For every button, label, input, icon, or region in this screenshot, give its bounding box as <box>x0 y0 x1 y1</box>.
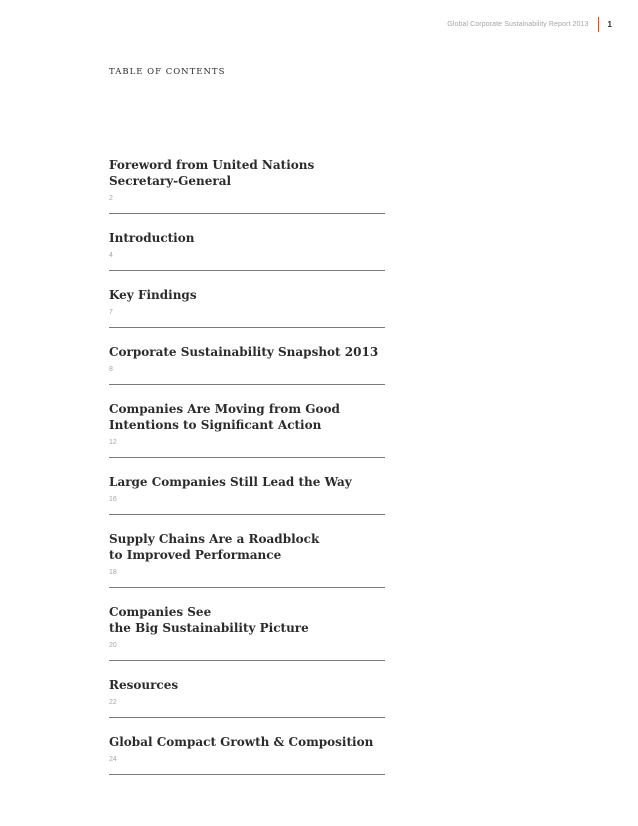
toc-entry-page: 22 <box>109 699 117 706</box>
toc-entry-foreword[interactable] <box>109 157 385 214</box>
toc-entry-title: Key Findings <box>109 288 197 302</box>
toc-entry-page: 7 <box>109 309 113 316</box>
toc-entry-snapshot[interactable] <box>109 344 385 385</box>
toc-entry-title: Resources <box>109 678 179 692</box>
toc-entry-page: 2 <box>109 195 113 202</box>
toc-entry-key-findings[interactable] <box>109 287 385 328</box>
toc-entry-title: Supply Chains Are a Roadblock to Improved Performance <box>109 532 320 562</box>
toc-entry-title: Introduction <box>109 231 195 245</box>
page-header <box>447 17 612 32</box>
toc-entry-page: 24 <box>109 756 117 763</box>
toc-entry-moving-to-action[interactable] <box>109 401 385 458</box>
toc-entry-title: Corporate Sustainability Snapshot 2013 <box>109 345 379 359</box>
toc-entry-page: 4 <box>109 252 113 259</box>
toc-entry-page: 20 <box>109 642 117 649</box>
page-number: 1 <box>607 20 612 29</box>
toc-entry-growth-composition[interactable] <box>109 734 385 775</box>
toc-entry-title: Global Compact Growth & Composition <box>109 735 374 749</box>
toc-entry-introduction[interactable] <box>109 230 385 271</box>
toc-entry-supply-chains[interactable] <box>109 531 385 588</box>
header-divider <box>598 17 599 32</box>
toc-entry-title: Companies See the Big Sustainability Picture <box>109 605 309 635</box>
toc-entry-title: Large Companies Still Lead the Way <box>109 475 352 489</box>
toc-entry-page: 16 <box>109 496 117 503</box>
toc-entry-page: 18 <box>109 569 117 576</box>
toc-entry-title: Companies Are Moving from Good Intentions to Significant Action <box>109 402 340 432</box>
toc-list <box>109 157 385 791</box>
toc-entry-page: 8 <box>109 366 113 373</box>
toc-heading: TABLE OF CONTENTS <box>109 67 226 77</box>
toc-entry-page: 12 <box>109 439 117 446</box>
toc-entry-large-companies[interactable] <box>109 474 385 515</box>
report-name: Global Corporate Sustainability Report 2013 <box>447 21 589 28</box>
toc-entry-big-picture[interactable] <box>109 604 385 661</box>
toc-entry-resources[interactable] <box>109 677 385 718</box>
toc-entry-title: Foreword from United Nations Secretary-General <box>109 158 315 188</box>
